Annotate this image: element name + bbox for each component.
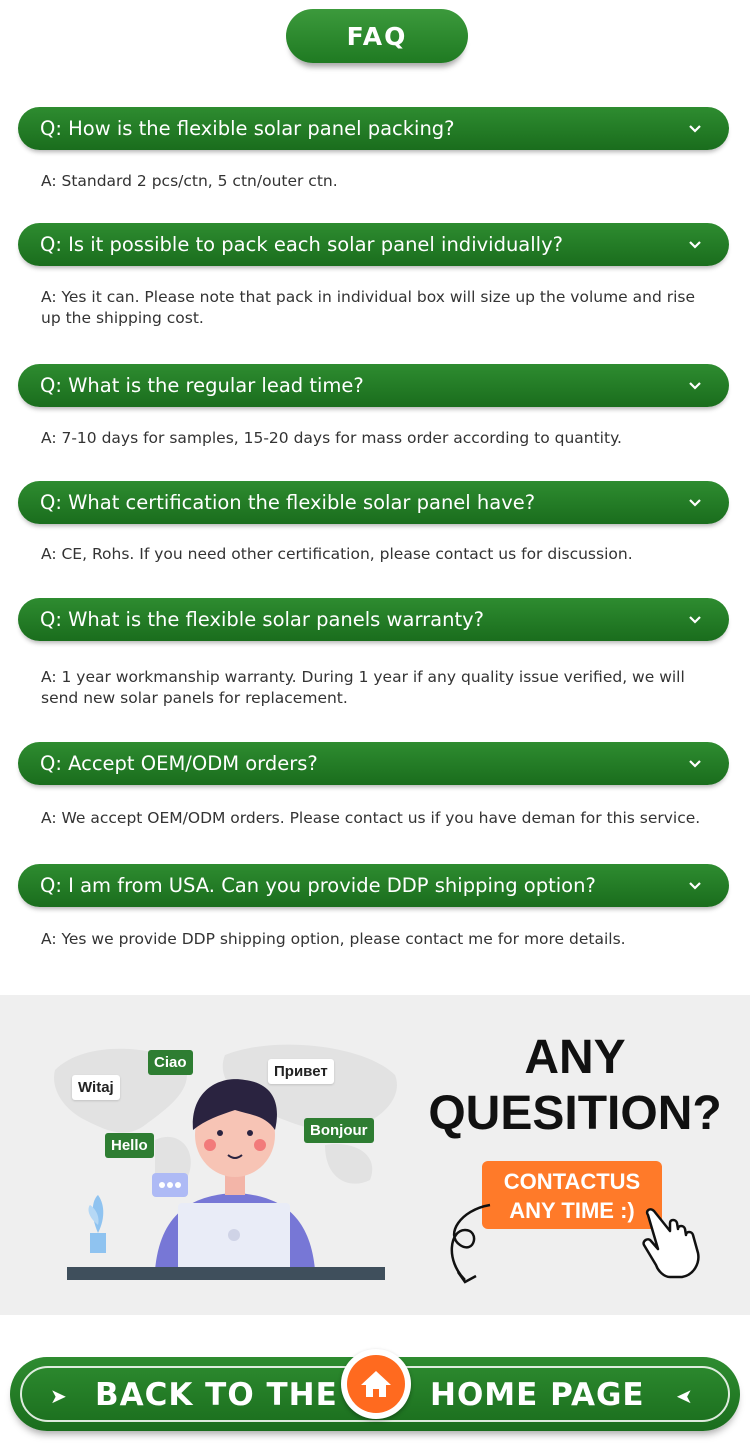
arrow-right-icon: ➤ — [50, 1384, 67, 1408]
faq-question-certification[interactable] — [18, 481, 729, 524]
chevron-down-icon — [687, 495, 703, 511]
answer-line: A: Standard 2 pcs/ctn, 5 ctn/outer ctn. — [41, 172, 338, 190]
answer-line: A: 1 year workmanship warranty. During 1 year if any quality issue verified, we will — [41, 668, 685, 686]
faq-answer — [41, 929, 721, 950]
question-text: Q: What is the regular lead time? — [40, 374, 364, 397]
faq-question-ddp-shipping[interactable] — [18, 864, 729, 907]
answer-line: A: 7-10 days for samples, 15-20 days for mass order according to quantity. — [41, 429, 622, 447]
question-text: Q: Accept OEM/ODM orders? — [40, 752, 318, 775]
faq-question-lead-time[interactable] — [18, 364, 729, 407]
answer-line: send new solar panels for replacement. — [41, 689, 348, 707]
answer-line: up the shipping cost. — [41, 309, 204, 327]
faq-answer — [41, 544, 721, 565]
arrow-left-icon: ➤ — [676, 1384, 693, 1408]
hand-pointer-icon — [640, 1205, 710, 1280]
question-text: Q: I am from USA. Can you provide DDP shipping option? — [40, 874, 596, 897]
answer-line: A: Yes we provide DDP shipping option, please contact me for more details. — [41, 930, 626, 948]
question-text: Q: What certification the flexible solar panel have? — [40, 491, 536, 514]
faq-question-oem-odm[interactable] — [18, 742, 729, 785]
home-icon — [347, 1355, 405, 1413]
answer-line: A: Yes it can. Please note that pack in individual box will size up the volume and rise — [41, 288, 696, 306]
greeting-bubble-ciao: Ciao — [148, 1050, 193, 1075]
home-label-left: BACK TO THE — [95, 1377, 338, 1413]
greeting-bubble-bonjour: Bonjour — [304, 1118, 374, 1143]
faq-answer — [41, 428, 721, 449]
greeting-bubble-witaj: Witaj — [72, 1075, 120, 1100]
curly-arrow-icon — [440, 1200, 500, 1290]
faq-answer — [41, 667, 721, 709]
chevron-down-icon — [687, 612, 703, 628]
question-text: Q: What is the flexible solar panels warranty? — [40, 608, 484, 631]
greeting-bubble-hello: Hello — [105, 1133, 154, 1158]
answer-line: A: CE, Rohs. If you need other certification, please contact us for discussion. — [41, 545, 633, 563]
chevron-down-icon — [687, 878, 703, 894]
person-with-laptop-illustration — [60, 1075, 390, 1290]
faq-answer — [41, 171, 721, 192]
headline-line: QUESITION? — [428, 1087, 722, 1140]
faq-question-warranty[interactable] — [18, 598, 729, 641]
contact-line: CONTACTUS — [503, 1169, 641, 1194]
greeting-bubble-privet: Привет — [268, 1059, 334, 1084]
home-label-right: HOME PAGE — [430, 1377, 645, 1413]
chevron-down-icon — [687, 121, 703, 137]
question-text: Q: Is it possible to pack each solar panel individually? — [40, 233, 563, 256]
contact-line: ANY TIME :) — [509, 1198, 635, 1223]
faq-answer — [41, 287, 721, 329]
faq-question-individual-pack[interactable] — [18, 223, 729, 266]
chevron-down-icon — [687, 378, 703, 394]
headline-line: ANY — [524, 1031, 626, 1084]
home-icon-button[interactable] — [341, 1349, 411, 1419]
question-text: Q: How is the flexible solar panel packing? — [40, 117, 455, 140]
faq-question-packing[interactable] — [18, 107, 729, 150]
contact-us-button[interactable] — [482, 1161, 662, 1229]
faq-answer — [41, 808, 721, 829]
chevron-down-icon — [687, 756, 703, 772]
chevron-down-icon — [687, 237, 703, 253]
answer-line: A: We accept OEM/ODM orders. Please contact us if you have deman for this service. — [41, 809, 701, 827]
faq-title: FAQ — [286, 9, 468, 63]
any-question-headline — [420, 1030, 730, 1142]
